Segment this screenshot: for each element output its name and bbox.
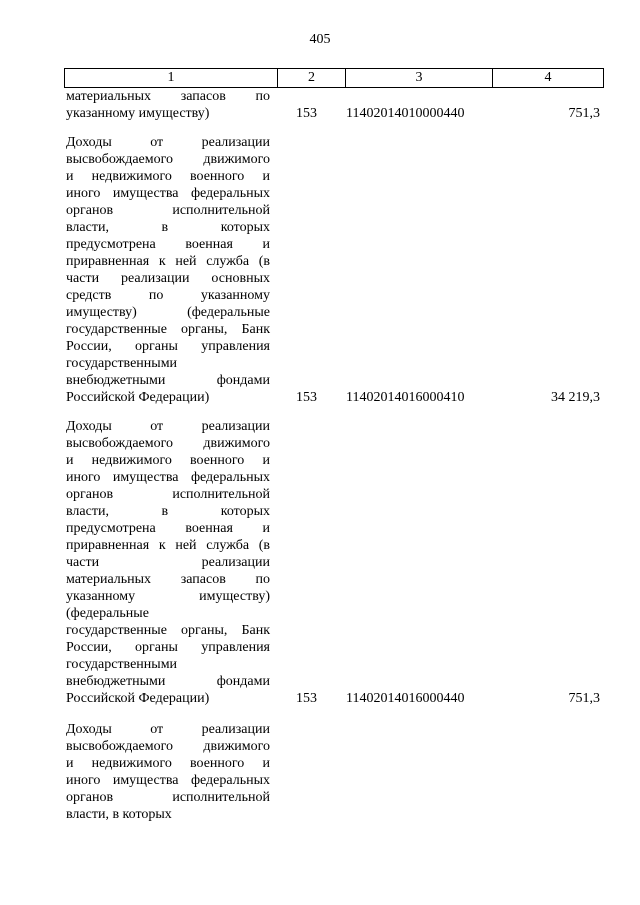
header-col-1: 1 [65,69,278,87]
description-line: России, органы управления [66,339,270,354]
description-line: указанному имуществу) [66,106,210,121]
row-description [66,88,270,122]
description-line: высвобождаемого движимого [66,152,270,167]
description-line: материальных запасов по [66,572,270,587]
description-line: и недвижимого военного и [66,169,270,184]
row-kbk: 11402014016000440 [346,691,465,706]
description-line: и недвижимого военного и [66,453,270,468]
description-line: Российской Федерации) [66,691,210,706]
row-description [66,721,270,823]
table-row [64,418,604,707]
row-code: 153 [296,106,317,121]
row-amount: 751,3 [568,691,600,706]
row-amount: 751,3 [568,106,600,121]
row-amount: 34 219,3 [551,390,600,405]
description-line: иного имущества федеральных [66,470,270,485]
description-line: Российской Федерации) [66,390,210,405]
description-line: Доходы от реализации [66,135,270,150]
description-line: имуществу) (федеральные [66,305,270,320]
description-line: государственными [66,657,178,672]
row-kbk: 11402014010000440 [346,106,465,121]
description-line: государственными [66,356,178,371]
description-line: предусмотрена военная и [66,521,270,536]
description-line: органов исполнительной [66,487,270,502]
table-row [64,721,604,823]
description-line: Доходы от реализации [66,419,270,434]
header-col-3: 3 [346,69,493,87]
description-line: государственные органы, Банк [66,623,270,638]
description-line: высвобождаемого движимого [66,436,270,451]
row-description [66,134,270,406]
description-line: и недвижимого военного и [66,756,270,771]
description-line: предусмотрена военная и [66,237,270,252]
description-line: высвобождаемого движимого [66,739,270,754]
description-line: органов исполнительной [66,203,270,218]
description-line: власти, в которых [66,504,270,519]
table-row [64,134,604,406]
row-kbk: 11402014016000410 [346,390,465,405]
description-line: указанному имуществу) [66,589,270,604]
row-code: 153 [296,691,317,706]
description-line: органов исполнительной [66,790,270,805]
description-line: России, органы управления [66,640,270,655]
description-line: государственные органы, Банк [66,322,270,337]
description-line: приравненная к ней служба (в [66,538,270,553]
header-col-4: 4 [544,70,552,85]
page-number: 405 [309,32,331,47]
description-line: власти, в которых [66,220,270,235]
description-line: материальных запасов по [66,89,270,104]
row-description [66,418,270,707]
description-line: средств по указанному [66,288,270,303]
table-row [64,88,604,122]
description-line: Доходы от реализации [66,722,270,737]
description-line: внебюджетными фондами [66,674,270,689]
description-line: (федеральные [66,606,149,621]
description-line: части реализации основных [66,271,270,286]
table-header [64,68,604,88]
description-line: иного имущества федеральных [66,773,270,788]
header-col-2: 2 [278,69,346,87]
description-line: приравненная к ней служба (в [66,254,270,269]
description-line: иного имущества федеральных [66,186,270,201]
description-line: части реализации [66,555,270,570]
description-line: власти, в которых [66,807,172,822]
description-line: внебюджетными фондами [66,373,270,388]
row-code: 153 [296,390,317,405]
